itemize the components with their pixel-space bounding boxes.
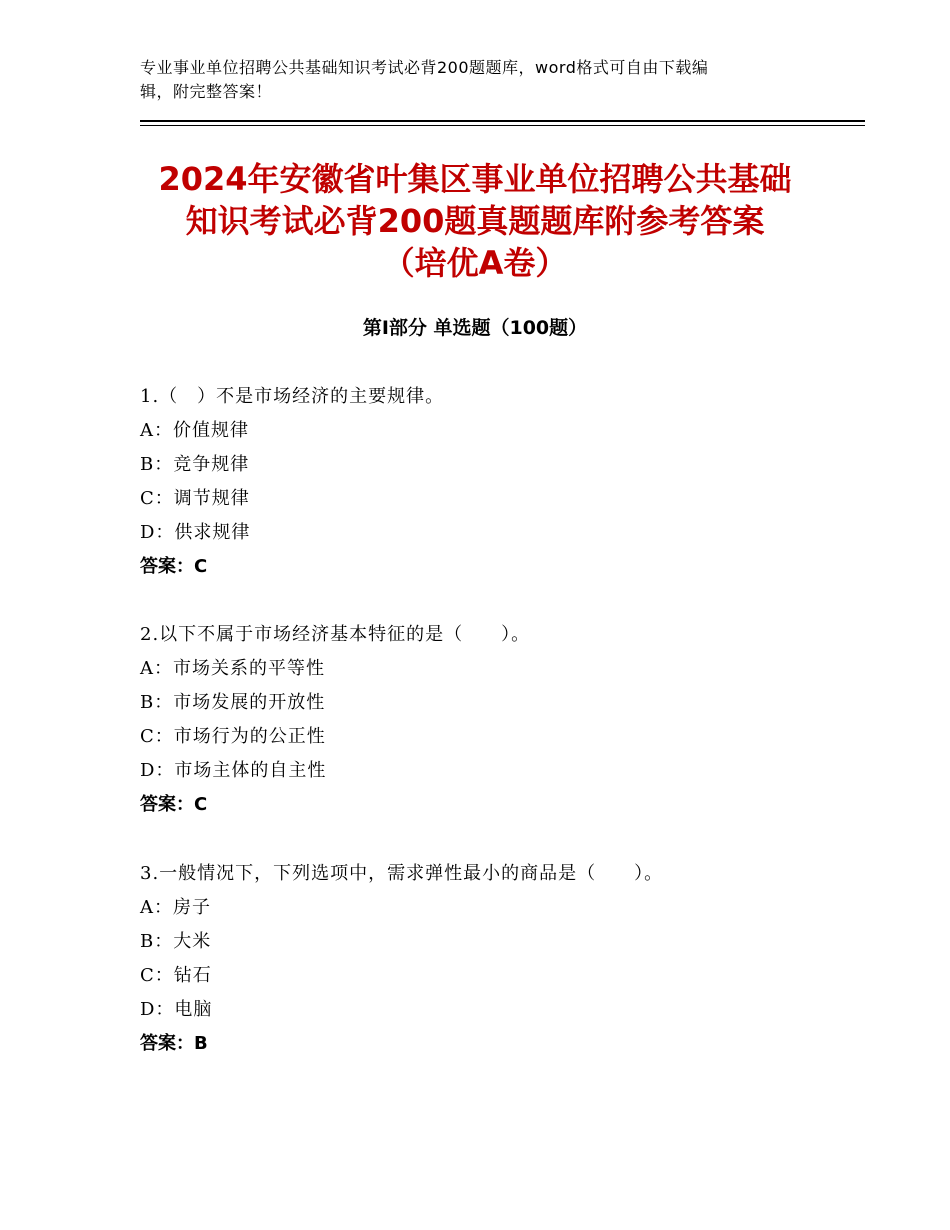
option-a: A：价值规律 <box>140 420 249 441</box>
section-heading: 第Ⅰ部分 单选题（100题） <box>362 317 588 339</box>
header-divider-thin <box>140 125 865 126</box>
answer: 答案：C <box>140 556 208 577</box>
option-c: C：市场行为的公正性 <box>140 726 326 747</box>
question-stem: 2.以下不属于市场经济基本特征的是（ ）。 <box>140 624 531 645</box>
option-b: B：市场发展的开放性 <box>140 692 326 713</box>
question-stem: 3.一般情况下，下列选项中，需求弹性最小的商品是（ ）。 <box>140 863 664 884</box>
option-a: A：市场关系的平等性 <box>140 658 325 679</box>
option-d: D：市场主体的自主性 <box>140 760 327 781</box>
question-3 <box>140 857 900 1061</box>
header-divider-thick <box>140 120 865 122</box>
answer: 答案：C <box>140 794 208 815</box>
answer: 答案：B <box>140 1033 208 1054</box>
question-1 <box>140 380 900 584</box>
option-d: D：供求规律 <box>140 522 251 543</box>
option-b: B：竞争规律 <box>140 454 250 475</box>
option-a: A：房子 <box>140 897 211 918</box>
option-c: C：钻石 <box>140 965 212 986</box>
title-line3: （培优A卷） <box>382 244 568 282</box>
header-note-line2: 辑，附完整答案！ <box>140 82 273 101</box>
question-2 <box>140 618 900 822</box>
option-d: D：电脑 <box>140 999 213 1020</box>
question-stem: 1.（ ）不是市场经济的主要规律。 <box>140 386 445 407</box>
option-b: B：大米 <box>140 931 212 952</box>
header-note <box>140 56 820 104</box>
option-c: C：调节规律 <box>140 488 250 509</box>
header-note-line1: 专业事业单位招聘公共基础知识考试必背200题题库，word格式可自由下载编 <box>140 58 709 77</box>
title-line2: 知识考试必背200题真题题库附参考答案 <box>185 202 765 240</box>
document-title <box>80 158 870 284</box>
title-line1: 2024年安徽省叶集区事业单位招聘公共基础 <box>158 160 792 198</box>
